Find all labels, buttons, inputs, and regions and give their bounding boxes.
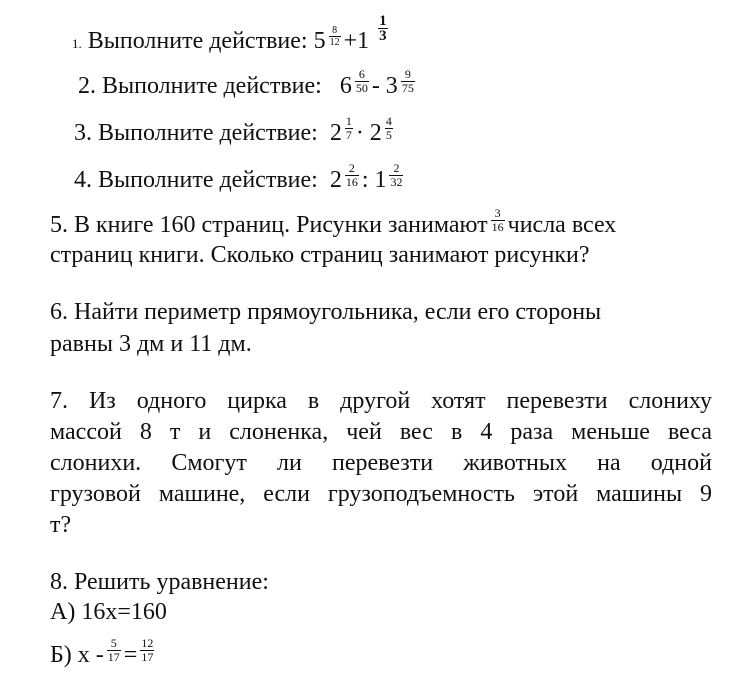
task-1-fraction-2: $\frac{1}{3}$ xyxy=(379,12,387,44)
task-2-fraction-2: $\frac{9}{75}$ xyxy=(401,66,414,95)
task-1-whole: 5 xyxy=(313,28,326,54)
task-2-operator: - 3 xyxy=(371,73,398,99)
task-5-fraction: $\frac{3}{16}$ xyxy=(491,205,504,234)
task-7 xyxy=(50,386,712,541)
task-8-a: А) 16х=160 xyxy=(50,599,167,625)
task-4-label: 4. Выполните действие: xyxy=(74,167,318,193)
task-1 xyxy=(72,12,391,59)
task-1-number: 1. xyxy=(72,36,82,51)
task-2-label: 2. Выполните действие: xyxy=(78,73,322,99)
task-6-line-2: равны 3 дм и 11 дм. xyxy=(50,331,252,357)
task-4-operator: : 1 xyxy=(361,167,387,193)
task-2-fraction-1: $\frac{6}{50}$ xyxy=(355,66,368,95)
task-3 xyxy=(74,113,396,148)
task-8-title: 8. Решить уравнение: xyxy=(50,569,269,595)
task-6-line-1: 6. Найти периметр прямоугольника, если его стороны xyxy=(50,299,602,325)
task-4 xyxy=(74,160,406,195)
task-2-whole: 6 xyxy=(339,73,352,99)
task-4-whole: 2 xyxy=(329,167,342,193)
task-1-label: Выполните действие: xyxy=(87,28,308,54)
task-7-line-3: слонихи. Смогут ли перевезти животных на одной xyxy=(50,450,712,476)
task-8-b-fraction-1: $\frac{5}{17}$ xyxy=(107,635,120,664)
task-5-line-2: страниц книги. Сколько страниц занимают рисунки? xyxy=(50,242,590,268)
task-7-line-2: массой 8 т и слоненка, чей вес в 4 раза меньше веса xyxy=(50,419,712,445)
task-3-fraction-1: $\frac{1}{7}$ xyxy=(345,113,352,142)
task-2 xyxy=(78,66,418,101)
task-1-operator: +1 xyxy=(343,28,370,54)
task-3-label: 3. Выполните действие: xyxy=(74,120,318,146)
task-8-b-fraction-2: $\frac{12}{17}$ xyxy=(141,635,154,664)
task-5-line-1: 5. В книге 160 страниц. Рисунки занимают $\frac{3}{16}$ числа всех xyxy=(50,205,617,238)
task-8-b: Б) х - $\frac{5}{17}$ = $\frac{12}{17}$ xyxy=(50,635,154,668)
task-3-whole: 2 xyxy=(329,120,342,146)
task-7-line-5: т? xyxy=(50,512,72,538)
task-1-fraction-1: $\frac{8}{12}$ xyxy=(329,24,340,48)
task-4-fraction-1: $\frac{2}{16}$ xyxy=(345,160,358,189)
task-4-fraction-2: $\frac{2}{32}$ xyxy=(390,160,403,189)
task-3-fraction-2: $\frac{4}{5}$ xyxy=(385,113,392,142)
task-7-line-4: грузовой машине, если грузоподъемность этой машины 9 xyxy=(50,481,712,507)
task-3-operator: · 2 xyxy=(355,120,382,146)
task-7-line-1: 7. Из одного цирка в другой хотят перевезти слониху xyxy=(50,388,712,414)
